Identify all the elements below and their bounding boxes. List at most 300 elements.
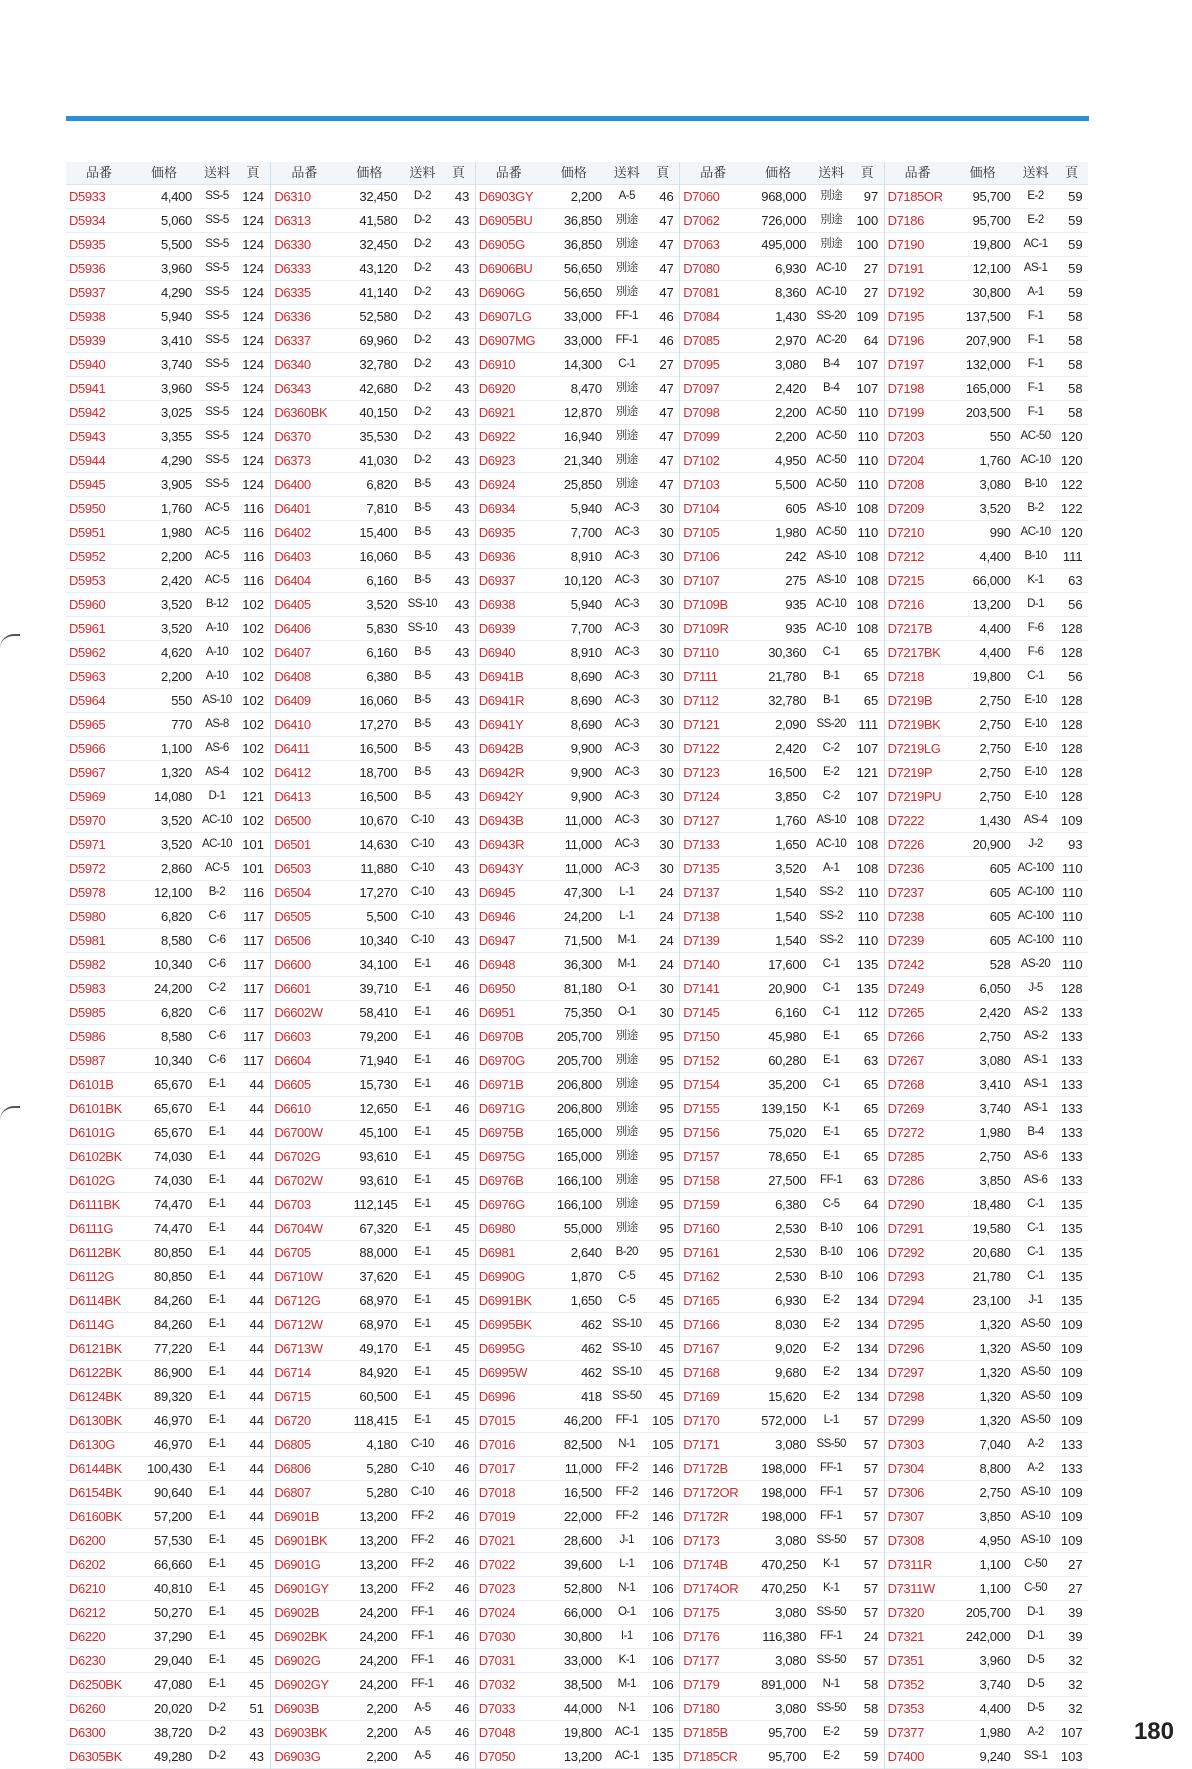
table-row: [885, 1193, 1088, 1217]
price: 1,320: [979, 1413, 1011, 1428]
table-row: [66, 689, 270, 713]
product-code: D7353: [887, 1701, 924, 1716]
shipping-code: D-2: [208, 1750, 226, 1762]
catalog-page: 51: [249, 1701, 264, 1716]
price: 78,650: [768, 1149, 807, 1164]
catalog-page: 122: [1060, 477, 1083, 492]
price: 8,470: [570, 381, 602, 396]
price: 935: [785, 597, 807, 612]
shipping-code: C-10: [410, 1486, 434, 1498]
product-code: D6413: [274, 789, 311, 804]
shipping-code: E-1: [414, 982, 431, 994]
product-code: D6370: [274, 429, 311, 444]
price: 165,000: [556, 1149, 602, 1164]
shipping-code: AC-5: [204, 574, 230, 586]
product-code: D6610: [274, 1101, 311, 1116]
shipping-code: O-1: [617, 1606, 636, 1618]
table-row: [66, 185, 270, 209]
shipping-code: FF-2: [411, 1558, 434, 1570]
price: 5,830: [366, 621, 398, 636]
table-row: [271, 353, 474, 377]
shipping-code: E-1: [208, 1630, 226, 1642]
shipping-code: AC-10: [1020, 526, 1051, 538]
price: 24,200: [359, 1605, 398, 1620]
table-row: [885, 1577, 1088, 1601]
shipping-code: B-5: [414, 694, 431, 706]
catalog-page: 135: [1060, 1269, 1083, 1284]
catalog-page: 109: [1060, 813, 1083, 828]
shipping-code: C-1: [1027, 1246, 1045, 1258]
price: 13,200: [359, 1533, 398, 1548]
shipping-code: B-1: [822, 694, 840, 706]
catalog-page: 45: [454, 1125, 470, 1140]
shipping-code: SS-10: [612, 1318, 642, 1330]
catalog-page: 44: [249, 1461, 264, 1476]
product-code: D6343: [274, 381, 311, 396]
table-row: [476, 1337, 679, 1361]
table-row: [476, 617, 679, 641]
shipping-code: E-2: [822, 766, 840, 778]
shipping-code: C-6: [208, 1030, 226, 1042]
product-code: D6935: [478, 525, 516, 540]
shipping-code: SS-5: [205, 334, 229, 346]
table-row: [66, 977, 270, 1001]
shipping-code: D-1: [1027, 1630, 1045, 1642]
shipping-code: E-1: [208, 1510, 226, 1522]
product-code: D7062: [683, 213, 720, 228]
price: 6,160: [775, 1005, 807, 1020]
price: 66,000: [972, 573, 1011, 588]
price: 470,250: [761, 1581, 807, 1596]
table-row: [476, 257, 679, 281]
shipping-code: B-5: [414, 742, 431, 754]
table-row: [476, 785, 679, 809]
catalog-page: 95: [659, 1245, 674, 1260]
table-row: [271, 1601, 474, 1625]
price: 74,470: [154, 1221, 192, 1236]
catalog-page: 135: [652, 1749, 674, 1764]
shipping-code: 別途: [615, 1150, 638, 1162]
table-row: [885, 1073, 1088, 1097]
price: 66,660: [154, 1557, 192, 1572]
shipping-code: C-6: [208, 1054, 226, 1066]
table-row: [680, 929, 883, 953]
header-page: 頁: [1065, 165, 1079, 180]
catalog-page: 46: [454, 1629, 470, 1644]
catalog-page: 116: [243, 549, 264, 564]
table-row: [476, 713, 679, 737]
table-row: [66, 377, 270, 401]
shipping-code: M-1: [617, 958, 636, 970]
shipping-code: FF-2: [615, 1486, 638, 1498]
price: 25,850: [563, 477, 602, 492]
product-code: D6805: [274, 1437, 311, 1452]
product-code: D6200: [69, 1533, 106, 1548]
product-code: D6934: [478, 501, 516, 516]
table-row: [66, 1457, 270, 1481]
price: 3,850: [775, 789, 807, 804]
table-row: [680, 473, 883, 497]
catalog-page: 102: [242, 621, 264, 636]
catalog-page: 128: [1060, 981, 1083, 996]
catalog-page: 24: [659, 957, 674, 972]
page-number: 180: [1133, 1718, 1174, 1745]
product-code: D6902BK: [274, 1629, 328, 1644]
catalog-page: 135: [1060, 1293, 1083, 1308]
product-code: D6936: [478, 549, 516, 564]
price: 17,270: [359, 717, 398, 732]
table-row: [271, 1433, 474, 1457]
product-code: D7162: [683, 1269, 720, 1284]
table-row: [66, 1649, 270, 1673]
price: 45,100: [359, 1125, 398, 1140]
product-code: D7204: [887, 453, 924, 468]
shipping-code: FF-1: [820, 1630, 843, 1642]
table-row: [885, 449, 1088, 473]
catalog-page: 124: [242, 477, 264, 492]
product-code: D6102G: [69, 1173, 116, 1188]
product-code: D7016: [478, 1437, 516, 1452]
shipping-code: B-12: [205, 598, 229, 610]
catalog-page: 65: [863, 1149, 879, 1164]
catalog-page: 128: [1060, 693, 1083, 708]
shipping-code: C-5: [822, 1198, 840, 1210]
product-code: D7031: [478, 1653, 516, 1668]
price: 198,000: [761, 1509, 807, 1524]
price: 22,000: [563, 1509, 602, 1524]
product-code: D7140: [683, 957, 720, 972]
product-code: D7023: [478, 1581, 516, 1596]
table-row: [885, 425, 1088, 449]
table-row: [271, 1073, 474, 1097]
product-code: D6947: [478, 933, 516, 948]
price: 35,200: [768, 1077, 807, 1092]
shipping-code: E-1: [208, 1558, 226, 1570]
shipping-code: 別途: [615, 478, 638, 490]
price: 8,800: [979, 1461, 1011, 1476]
table-row: [66, 1697, 270, 1721]
catalog-page: 46: [659, 309, 674, 324]
table-row: [885, 1433, 1088, 1457]
table-row: [476, 1697, 679, 1721]
catalog-page: 117: [243, 1029, 264, 1044]
price: 242,000: [965, 1629, 1011, 1644]
product-code: D6996: [478, 1389, 516, 1404]
shipping-code: AC-50: [816, 430, 847, 442]
table-row: [680, 1529, 883, 1553]
catalog-page: 124: [242, 309, 264, 324]
table-row: [476, 1361, 679, 1385]
table-row: [476, 209, 679, 233]
catalog-page: 43: [454, 789, 470, 804]
shipping-code: C-1: [822, 982, 840, 994]
price: 19,800: [563, 1725, 602, 1740]
table-row: [885, 641, 1088, 665]
shipping-code: A-10: [205, 622, 229, 634]
table-row: [271, 1217, 474, 1241]
catalog-page: 106: [652, 1557, 674, 1572]
table-row: [476, 1433, 679, 1457]
table-row: [680, 833, 883, 857]
table-row: [66, 617, 270, 641]
catalog-page: 133: [1060, 1053, 1083, 1068]
price: 3,520: [160, 621, 192, 636]
table-row: [271, 905, 474, 929]
price: 71,500: [563, 933, 602, 948]
table-row: [271, 425, 474, 449]
price: 10,340: [154, 957, 192, 972]
table-row: [680, 1553, 883, 1577]
table-row: [271, 377, 474, 401]
product-code: D7095: [683, 357, 720, 372]
catalog-page: 47: [659, 405, 674, 420]
catalog-page: 65: [863, 1125, 879, 1140]
shipping-code: FF-1: [411, 1678, 434, 1690]
price: 46,970: [154, 1437, 192, 1452]
product-code: D7186: [887, 213, 924, 228]
price: 605: [989, 909, 1011, 924]
shipping-code: AC-3: [614, 670, 639, 682]
shipping-code: FF-2: [411, 1510, 434, 1522]
product-code: D7297: [887, 1365, 924, 1380]
shipping-code: SS-2: [819, 934, 843, 946]
product-code: D7210: [887, 525, 924, 540]
catalog-page: 109: [1060, 1509, 1083, 1524]
product-code: D7112: [683, 693, 719, 708]
product-code: D7185B: [683, 1725, 728, 1740]
shipping-code: FF-1: [411, 1654, 434, 1666]
product-code: D6122BK: [69, 1365, 122, 1380]
catalog-page: 106: [652, 1629, 674, 1644]
shipping-code: AS-2: [1023, 1030, 1048, 1042]
price: 8,690: [570, 669, 602, 684]
shipping-code: SS-5: [205, 382, 229, 394]
shipping-code: 別途: [615, 454, 638, 466]
shipping-code: D-5: [1027, 1654, 1045, 1666]
table-row: [885, 1121, 1088, 1145]
shipping-code: AC-50: [816, 478, 847, 490]
price: 9,900: [570, 765, 602, 780]
table-row: [680, 1337, 883, 1361]
catalog-page: 43: [454, 861, 470, 876]
header-rule: [66, 116, 1089, 121]
catalog-page: 43: [454, 837, 470, 852]
product-code: D7019: [478, 1509, 516, 1524]
shipping-code: FF-1: [615, 1414, 638, 1426]
product-code: D6903GY: [478, 189, 534, 204]
product-code: D6901B: [274, 1509, 319, 1524]
shipping-code: E-2: [822, 1750, 840, 1762]
price: 32,780: [768, 693, 807, 708]
price: 36,300: [563, 957, 602, 972]
product-code: D5967: [69, 765, 106, 780]
product-code: D7269: [887, 1101, 924, 1116]
table-row: [680, 1385, 883, 1409]
price: 47,080: [154, 1677, 192, 1692]
table-row: [271, 233, 474, 257]
shipping-code: B-10: [1024, 550, 1047, 562]
table-row: [271, 1001, 474, 1025]
table-row: [885, 233, 1088, 257]
product-code: D7170: [683, 1413, 720, 1428]
catalog-page: 45: [454, 1149, 470, 1164]
shipping-code: B-10: [1024, 478, 1047, 490]
catalog-page: 43: [249, 1749, 264, 1764]
shipping-code: SS-50: [816, 1606, 846, 1618]
shipping-code: C-6: [208, 958, 226, 970]
shipping-code: C-10: [410, 814, 434, 826]
price: 37,290: [154, 1629, 192, 1644]
table-row: [271, 761, 474, 785]
shipping-code: 別途: [615, 262, 638, 274]
catalog-page: 30: [659, 789, 674, 804]
header-code: 品番: [85, 165, 112, 180]
shipping-code: D-2: [413, 286, 431, 298]
catalog-page: 57: [863, 1485, 879, 1500]
table-row: [885, 1553, 1088, 1577]
catalog-page: 32: [1068, 1701, 1083, 1716]
catalog-page: 65: [863, 1029, 879, 1044]
shipping-code: FF-1: [820, 1462, 843, 1474]
price: 2,200: [775, 429, 807, 444]
table-row: [271, 1193, 474, 1217]
catalog-page: 30: [659, 837, 674, 852]
catalog-page: 45: [249, 1581, 264, 1596]
shipping-code: D-5: [1027, 1702, 1045, 1714]
price: 21,340: [563, 453, 602, 468]
price: 13,200: [359, 1581, 398, 1596]
catalog-page: 30: [659, 981, 674, 996]
product-code: D6901G: [274, 1557, 321, 1572]
product-code: D7219PU: [887, 789, 942, 804]
catalog-page: 44: [249, 1389, 264, 1404]
catalog-page: 128: [1060, 717, 1083, 732]
table-row: [885, 401, 1088, 425]
catalog-page: 95: [659, 1077, 674, 1092]
catalog-page: 46: [454, 1461, 470, 1476]
catalog-page: 47: [659, 381, 674, 396]
shipping-code: E-1: [822, 1054, 840, 1066]
table-row: [271, 1289, 474, 1313]
shipping-code: AC-50: [816, 406, 847, 418]
price: 6,380: [775, 1197, 807, 1212]
catalog-page: 134: [856, 1365, 879, 1380]
table-row: [680, 1697, 883, 1721]
shipping-code: AS-10: [1020, 1534, 1051, 1546]
product-code: D7174OR: [683, 1581, 739, 1596]
table-row: [66, 1745, 270, 1769]
catalog-page: 45: [454, 1269, 470, 1284]
table-column: [66, 162, 270, 1769]
table-row: [680, 905, 883, 929]
product-code: D6995G: [478, 1341, 525, 1356]
price: 1,320: [160, 765, 192, 780]
price: 19,800: [972, 237, 1011, 252]
shipping-code: D-2: [413, 454, 431, 466]
catalog-page: 108: [856, 597, 879, 612]
product-code: D6360BK: [274, 405, 328, 420]
product-code: D6980: [478, 1221, 516, 1236]
shipping-code: C-1: [1027, 1222, 1045, 1234]
shipping-code: AS-1: [1023, 1078, 1048, 1090]
table-row: [66, 1097, 270, 1121]
catalog-page: 64: [863, 333, 879, 348]
product-code: D6995BK: [478, 1317, 532, 1332]
shipping-code: AC-3: [614, 526, 639, 538]
table-row: [476, 857, 679, 881]
price: 2,420: [160, 573, 192, 588]
shipping-code: SS-5: [205, 286, 229, 298]
price: 7,700: [570, 621, 602, 636]
price: 9,900: [570, 789, 602, 804]
table-row: [885, 377, 1088, 401]
product-code: D6901BK: [274, 1533, 328, 1548]
shipping-code: SS-20: [816, 310, 846, 322]
shipping-code: B-1: [822, 670, 840, 682]
table-row: [271, 401, 474, 425]
table-row: [476, 1505, 679, 1529]
table-row: [271, 929, 474, 953]
product-code: D5941: [69, 381, 106, 396]
catalog-page: 117: [243, 909, 264, 924]
catalog-page: 57: [863, 1461, 879, 1476]
shipping-code: SS-10: [407, 598, 438, 610]
product-code: D6600: [274, 957, 311, 972]
table-row: [680, 977, 883, 1001]
price: 24,200: [359, 1677, 398, 1692]
catalog-page: 45: [454, 1293, 470, 1308]
product-code: D6330: [274, 237, 311, 252]
price: 3,520: [160, 813, 192, 828]
price: 2,420: [775, 381, 807, 396]
table-row: [680, 593, 883, 617]
catalog-page: 43: [454, 261, 470, 276]
shipping-code: E-1: [208, 1222, 226, 1234]
table-row: [885, 809, 1088, 833]
price: 82,500: [563, 1437, 602, 1452]
shipping-code: C-5: [618, 1270, 636, 1282]
product-code: D6941Y: [478, 717, 524, 732]
shipping-code: FF-2: [615, 1462, 638, 1474]
table-row: [885, 713, 1088, 737]
table-row: [271, 1481, 474, 1505]
product-code: D7138: [683, 909, 720, 924]
table-row: [66, 1025, 270, 1049]
table-row: [476, 953, 679, 977]
shipping-code: C-10: [410, 1462, 434, 1474]
catalog-page: 45: [659, 1389, 674, 1404]
table-row: [476, 233, 679, 257]
catalog-page: 117: [243, 933, 264, 948]
catalog-page: 44: [249, 1317, 264, 1332]
catalog-page: 59: [863, 1725, 879, 1740]
price: 3,960: [979, 1653, 1011, 1668]
price: 67,320: [359, 1221, 398, 1236]
price: 30,800: [972, 285, 1011, 300]
price: 3,520: [366, 597, 398, 612]
table-row: [885, 1601, 1088, 1625]
product-code: D7158: [683, 1173, 720, 1188]
table-row: [476, 905, 679, 929]
price: 3,960: [160, 381, 192, 396]
table-row: [680, 1073, 883, 1097]
price: 74,030: [154, 1149, 192, 1164]
product-code: D6713W: [274, 1341, 323, 1356]
product-code: D7032: [478, 1677, 516, 1692]
price: 8,030: [775, 1317, 807, 1332]
table-row: [680, 1649, 883, 1673]
catalog-page: 133: [1060, 1077, 1083, 1092]
